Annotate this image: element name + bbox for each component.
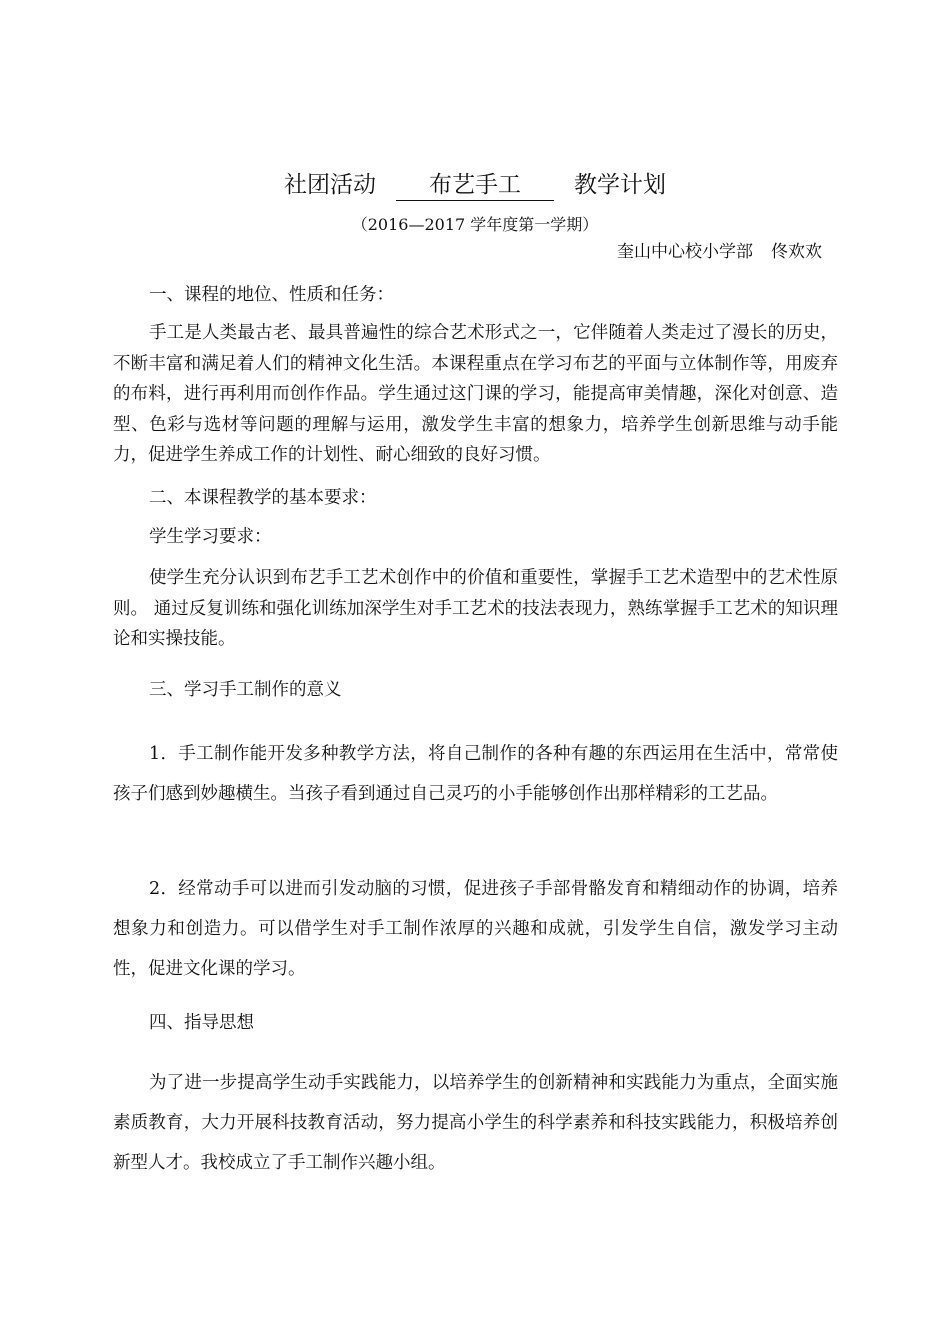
teacher-name: 佟欢欢 (771, 242, 822, 262)
document-title (0, 168, 950, 202)
section-3-item-1: 1．手工制作能开发多种教学方法，将自己制作的各种有趣的东西运用在生活中，常常使孩子们感到妙趣横生。当孩子看到通过自己灵巧的小手能够创作出那样精彩的工艺品。 (113, 744, 838, 804)
document-subtitle: （2016—2017 学年度第一学期） (351, 215, 599, 234)
school-name: 奎山中心校小学部 (617, 242, 753, 262)
section-1-paragraph: 手工是人类最古老、最具普遍性的综合艺术形式之一，它伴随着人类走过了漫长的历史，不断丰富和满足着人们的精神文化生活。本课程重点在学习布艺的平面与立体制作等，用废弃的布料，进行再利用而创作作品。学生通过这门课的学习，能提高审美情趣，深化对创意、造型、色彩与选材等问题的理解与运用，激发学生丰富的想象力，培养学生创新思维与动手能力，促进学生养成工作的计划性、耐心细致的良好习惯。 (113, 323, 838, 465)
section-4-paragraph: 为了进一步提高学生动手实践能力，以培养学生的创新精神和实践能力为重点，全面实施素质教育，大力开展科技教育活动，努力提高小学生的科学素养和科技实践能力，积极培养创新型人才。我校成立了手工制作兴趣小组。 (113, 1073, 838, 1173)
section-2-heading: 二、本课程教学的基本要求： (149, 488, 377, 508)
section-1-heading: 一、课程的地位、性质和任务： (149, 285, 394, 305)
title-suffix: 教学计划 (574, 172, 666, 198)
author-line (617, 240, 822, 264)
section-2-paragraph: 使学生充分认识到布艺手工艺术创作中的价值和重要性，掌握手工艺术造型中的艺术性原则。 通过反复训练和强化训练加深学生对手工艺术的技法表现力，熟练掌握手工艺术的知识理论和实操技能。 (113, 568, 838, 649)
title-topic-underlined: 布艺手工 (396, 170, 554, 201)
title-prefix: 社团活动 (284, 172, 376, 198)
section-3-heading: 三、学习手工制作的意义 (149, 680, 342, 700)
section-2-subheading: 学生学习要求： (149, 527, 272, 547)
section-4-heading: 四、指导思想 (149, 1013, 254, 1033)
section-3-item-2: 2．经常动手可以进而引发动脑的习惯，促进孩子手部骨骼发育和精细动作的协调，培养想象力和创造力。可以借学生对手工制作浓厚的兴趣和成就，引发学生自信，激发学习主动性，促进文化课的学习。 (113, 879, 838, 979)
